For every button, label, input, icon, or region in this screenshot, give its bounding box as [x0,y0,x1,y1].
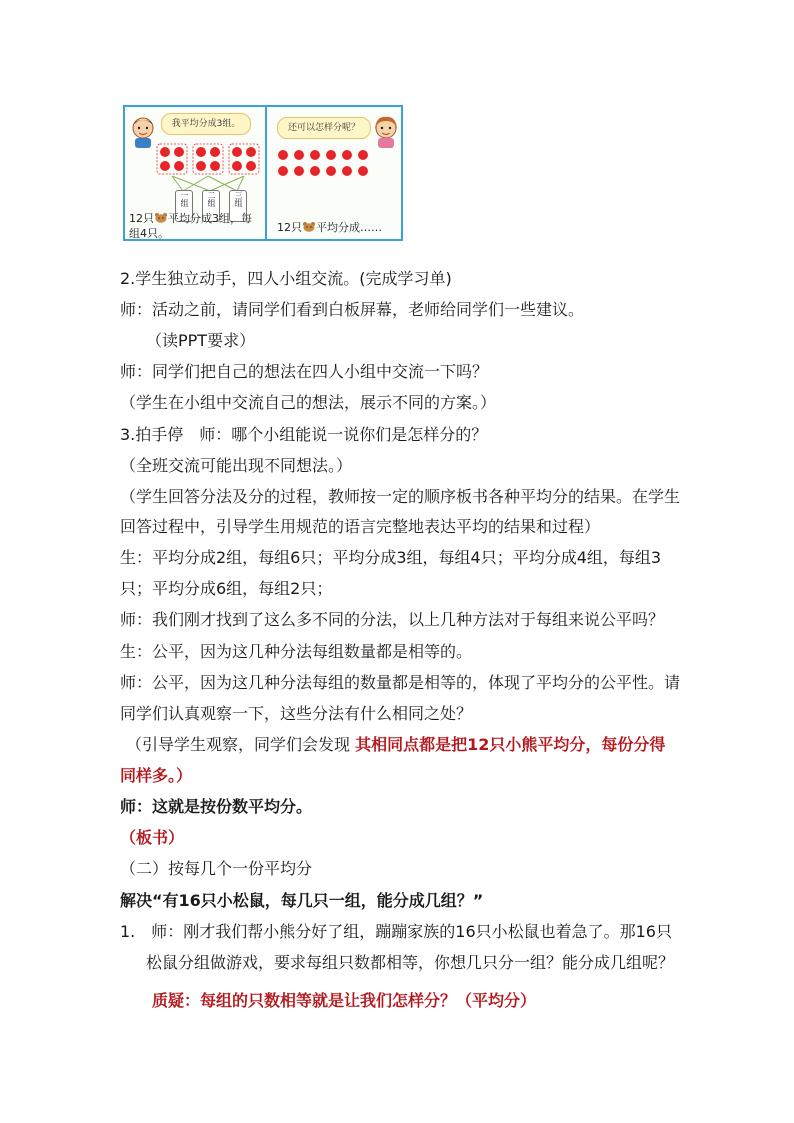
group-box-1: 一组 [175,190,193,222]
speech-bubble-left: 我平均分成3组。 [161,113,251,135]
line-student-answer-1: 生：平均分成2组，每组6只；平均分成3组，每组4只；平均分成4组，每组3 [120,548,662,567]
line-class-exchange: （全班交流可能出现不同想法。） [120,456,353,475]
bear-icon [302,221,316,232]
line-teacher-fair: 师：我们刚才找到了这么多不同的分法，以上几种方法对于每组来说公平吗？ [120,610,665,629]
group-box-2: 二组 [202,190,220,222]
line-activity-step-2: 2.学生独立动手，四人小组交流。(完成学习单) [120,269,452,288]
group-box-3: 三组 [229,190,247,222]
boy-avatar-icon [129,115,157,149]
line-question: 质疑：每组的只数相等就是让我们怎样分？（平均分） [152,991,537,1010]
line-teacher-squirrels-2: 松鼠分组做游戏，要求每组只数都相等，你想几只分一组？能分成几组呢？ [146,953,675,972]
speech-bubble-right: 还可以怎样分呢？ [277,117,371,139]
dot-row-right [275,147,371,179]
line-teacher-share: 师：同学们把自己的想法在四人小组中交流一下吗？ [120,362,489,381]
line-guide-observe: （引导学生观察，同学们会发现 其相同点都是把12只小熊平均分，每份分得 [126,735,666,754]
illustration-panel [123,105,403,241]
line-student-answer-2: 只；平均分成6组，每组2只； [120,579,333,598]
line-answer-process-2: 回答过程中，引导学生用规范的语言完整地表达平均的结果和过程） [120,517,601,536]
line-teacher-fairness-1: 师：公平，因为这几种分法每组的数量都是相等的，体现了平均分的公平性。请 [120,673,681,692]
caption-left: 12只 平均分成3组，每 组4只。 [129,212,252,240]
line-guide-observe-2: 同样多。） [120,766,193,785]
girl-avatar-icon [373,115,399,149]
bear-icon [154,212,168,223]
line-teacher-by-parts: 师：这就是按份数平均分。 [120,797,313,816]
caption-right: 12只 平均分成…… [277,221,382,234]
line-student-share: （学生在小组中交流自己的想法，展示不同的方案。） [120,393,497,412]
line-step-3: 3.拍手停 师：哪个小组能说一说你们是怎样分的？ [120,425,488,444]
line-read-ppt: （读PPT要求） [146,331,256,350]
line-board-note: （板书） [120,828,185,847]
line-teacher-advice: 师：活动之前，请同学们看到白板屏幕，老师给同学们一些建议。 [120,300,585,319]
line-teacher-fairness-2: 同学们认真观察一下，这些分法有什么相同之处？ [120,704,473,723]
highlight-common-point: 其相同点都是把12只小熊平均分，每份分得 [355,735,666,754]
panel-divider [265,107,267,239]
line-solve-squirrels: 解决“有16只小松鼠，每几只一组，能分成几组？” [120,891,484,910]
line-answer-process-1: （学生回答分法及分的过程，教师按一定的顺序板书各种平均分的结果。在学生 [120,487,681,506]
line-student-fair: 生：公平，因为这几种分法每组数量都是相等的。 [120,642,473,661]
line-teacher-squirrels-1: 1. 师：刚才我们帮小熊分好了组，蹦蹦家族的16只小松鼠也着急了。那16只 [120,922,672,941]
section-heading-2: （二）按每几个一份平均分 [120,859,313,878]
